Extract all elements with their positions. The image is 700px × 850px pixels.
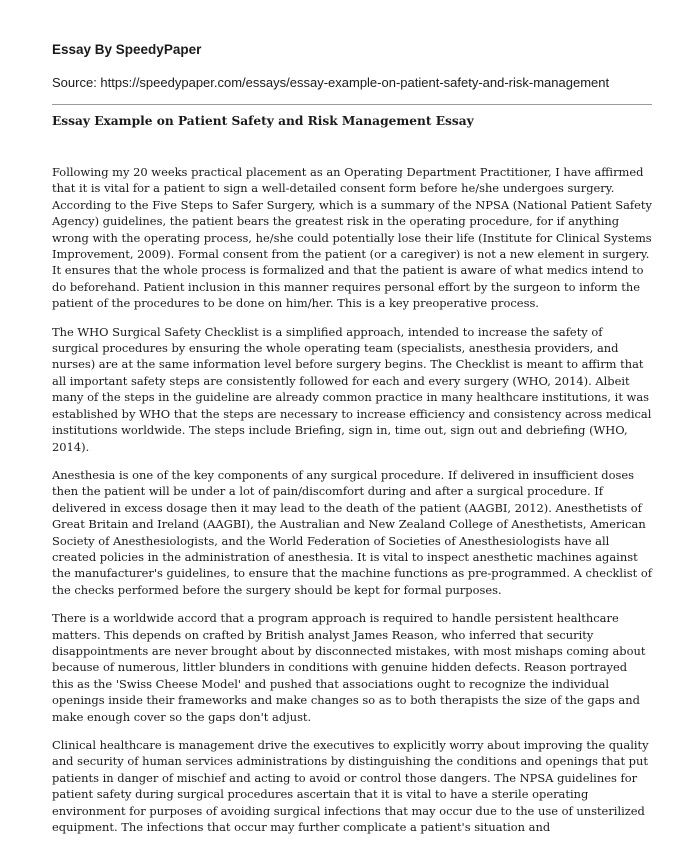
source-line: Source: https://speedypaper.com/essays/essay-example-on-patient-safety-and-risk-management <box>52 75 610 90</box>
header-divider <box>52 104 652 105</box>
essay-title: Essay Example on Patient Safety and Risk Management Essay <box>52 114 474 128</box>
paragraph-2: The WHO Surgical Safety Checklist is a simplified approach, intended to increase the safety of surgical procedures by ensuring the whole operating team (specialists, anesthesia providers, and nurses) are at the same information level before surgery begins. The Checklist is meant to affirm that all important safety steps are consistently followed for each and every surgery (WHO, 2014). Albeit many of the steps in the guideline are already common practice in many healthcare institutions, it was established by WHO that the steps are necessary to increase efficiency and consistency across medical institutions worldwide. The steps include Briefing, sign in, time out, sign out and debriefing (WHO, 2014). <box>52 324 652 454</box>
paragraph-1: Following my 20 weeks practical placement as an Operating Department Practitioner, I have affirmed that it is vital for a patient to sign a well-detailed consent form before he/she undergoes surgery. According to the Five Steps to Safer Surgery, which is a summary of the NPSA (National Patient Safety Agency) guidelines, the patient bears the greatest risk in the operating procedure, for if anything wrong with the operating process, he/she could potentially lose their life (Institute for Clinical Systems Improvement, 2009). Formal consent from the patient (or a caregiver) is not a new element in surgery. It ensures that the whole process is formalized and that the patient is aware of what medics intend to do beforehand. Patient inclusion in this manner requires personal effort by the surgeon to inform the patient of the procedures to be done on him/her. This is a key preoperative process. <box>52 165 652 311</box>
essay-body <box>52 164 652 835</box>
paragraph-3: Anesthesia is one of the key components of any surgical procedure. If delivered in insufficient doses then the patient will be under a lot of pain/discomfort during and after a surgical procedure. If delivered in excess dosage then it may lead to the death of the patient (AAGBI, 2012). Anesthetists of Great Britain and Ireland (AAGBI), the Australian and New Zealand College of Anesthetists, American Society of Anesthesiologists, and the World Federation of Societies of Anesthesiologists have all created policies in the administration of anesthesia. It is vital to inspect anesthetic machines against the manufacturer's guidelines, to ensure that the machine functions as pre-programmed. A checklist of the checks performed before the surgery should be kept for formal purposes. <box>52 467 652 597</box>
essay-page <box>52 40 652 847</box>
paragraph-4: There is a worldwide accord that a program approach is required to handle persistent healthcare matters. This depends on crafted by British analyst James Reason, who inferred that security disappointments are never brought about by disconnected mistakes, with most mishaps coming about because of numerous, littler blunders in conditions with genuine hidden defects. Reason portrayed this as the 'Swiss Cheese Model' and pushed that associations ought to recognize the individual openings inside their frameworks and make changes so as to both therapists the size of the gaps and make enough cover so the gaps don't adjust. <box>52 611 646 724</box>
paragraph-5: Clinical healthcare is management drive the executives to explicitly worry about improving the quality and security of human services administrations by distinguishing the conditions and openings that put patients in danger of mischief and acting to avoid or control those dangers. The NPSA guidelines for patient safety during surgical procedures ascertain that it is vital to have a sterile operating environment for purposes of avoiding surgical infections that may occur due to the use of unsterilized equipment. The infections that occur may further complicate a patient's situation and <box>52 738 649 835</box>
brand-heading: Essay By SpeedyPaper <box>52 42 202 57</box>
